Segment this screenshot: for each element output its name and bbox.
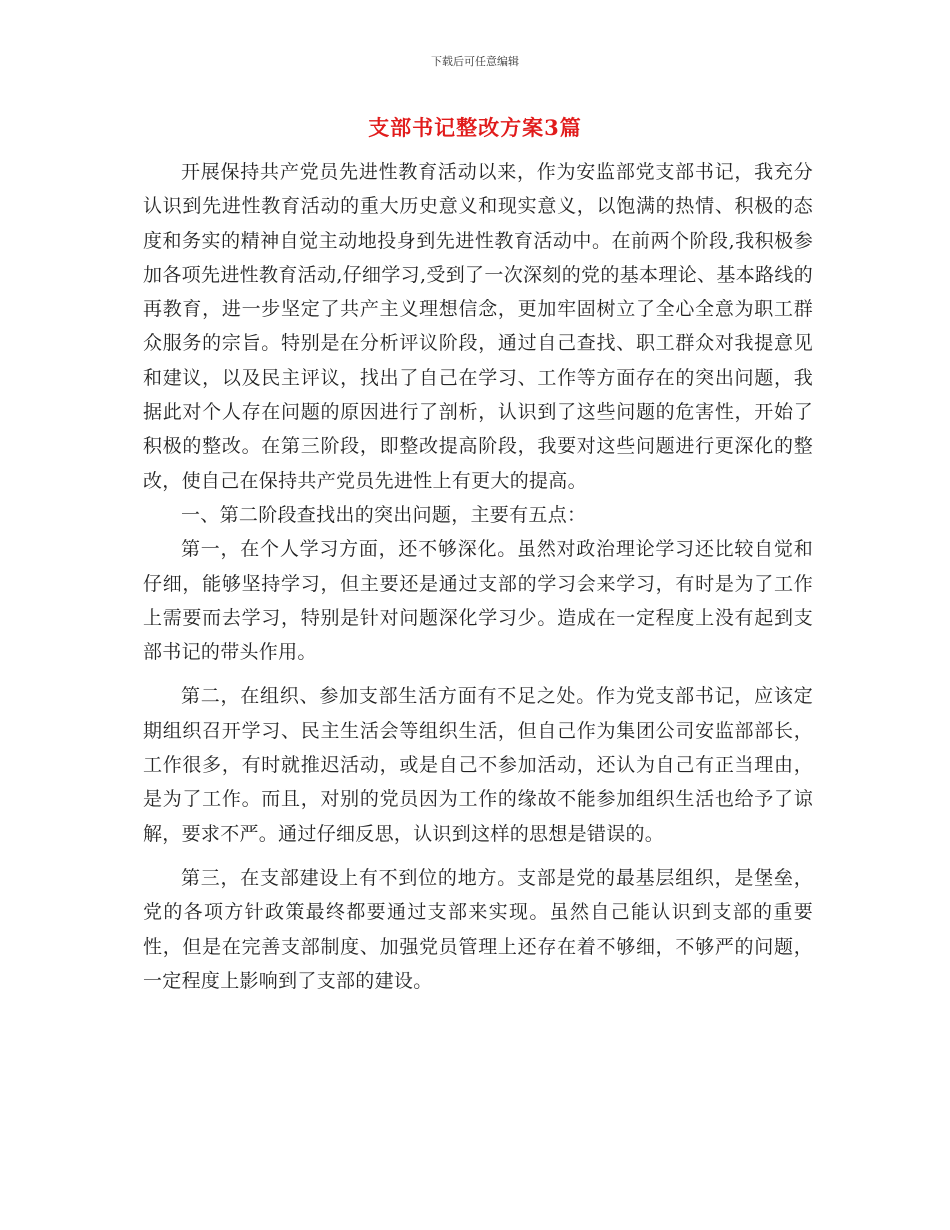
paragraph-intro: 开展保持共产党员先进性教育活动以来，作为安监部党支部书记，我充分认识到先进性教育活动的重大历史意义和现实意义，以饱满的热情、积极的态度和务实的精神自觉主动地投身到先进性教育活动中。在前两个阶段,我积极参加各项先进性教育活动,仔细学习,受到了一次深刻的党的基本理论、基本路线的再教育，进一步坚定了共产主义理想信念，更加牢固树立了全心全意为职工群众服务的宗旨。特别是在分析评议阶段，通过自己查找、职工群众对我提意见和建议，以及民主评议，找出了自己在学习、工作等方面存在的突出问题，我据此对个人存在问题的原因进行了剖析，认识到了这些问题的危害性，开始了积极的整改。在第三阶段，即整改提高阶段，我要对这些问题进行更深化的整改，使自己在保持共产党员先进性上有更大的提高。 bbox=[143, 161, 813, 492]
document-body bbox=[143, 155, 813, 998]
paragraph-point-3: 第三，在支部建设上有不到位的地方。支部是党的最基层组织，是堡垒，党的各项方针政策最终都要通过支部来实现。虽然自己能认识到支部的重要性，但是在完善支部制度、加强党员管理上还存在着不够细，不够严的问题，一定程度上影响到了支部的建设。 bbox=[143, 866, 813, 992]
document-title: 支部书记整改方案3篇 bbox=[368, 115, 582, 140]
paragraph-section-heading: 一、第二阶段查找出的突出问题，主要有五点： bbox=[181, 503, 587, 526]
header-note: 下载后可任意编辑 bbox=[431, 55, 519, 68]
paragraph-point-2: 第二，在组织、参加支部生活方面有不足之处。作为党支部书记，应该定期组织召开学习、民主生活会等组织生活，但自己作为集团公司安监部部长，工作很多，有时就推迟活动，或是自己不参加活动，还认为自己有正当理由，是为了工作。而且，对别的党员因为工作的缘故不能参加组织生活也给予了谅解，要求不严。通过仔细反思，认识到这样的思想是错误的。 bbox=[143, 685, 813, 845]
paragraph-point-1: 第一，在个人学习方面，还不够深化。虽然对政治理论学习还比较自觉和仔细，能够坚持学习，但主要还是通过支部的学习会来学习，有时是为了工作上需要而去学习，特别是针对问题深化学习少。造成在一定程度上没有起到支部书记的带头作用。 bbox=[143, 538, 813, 664]
